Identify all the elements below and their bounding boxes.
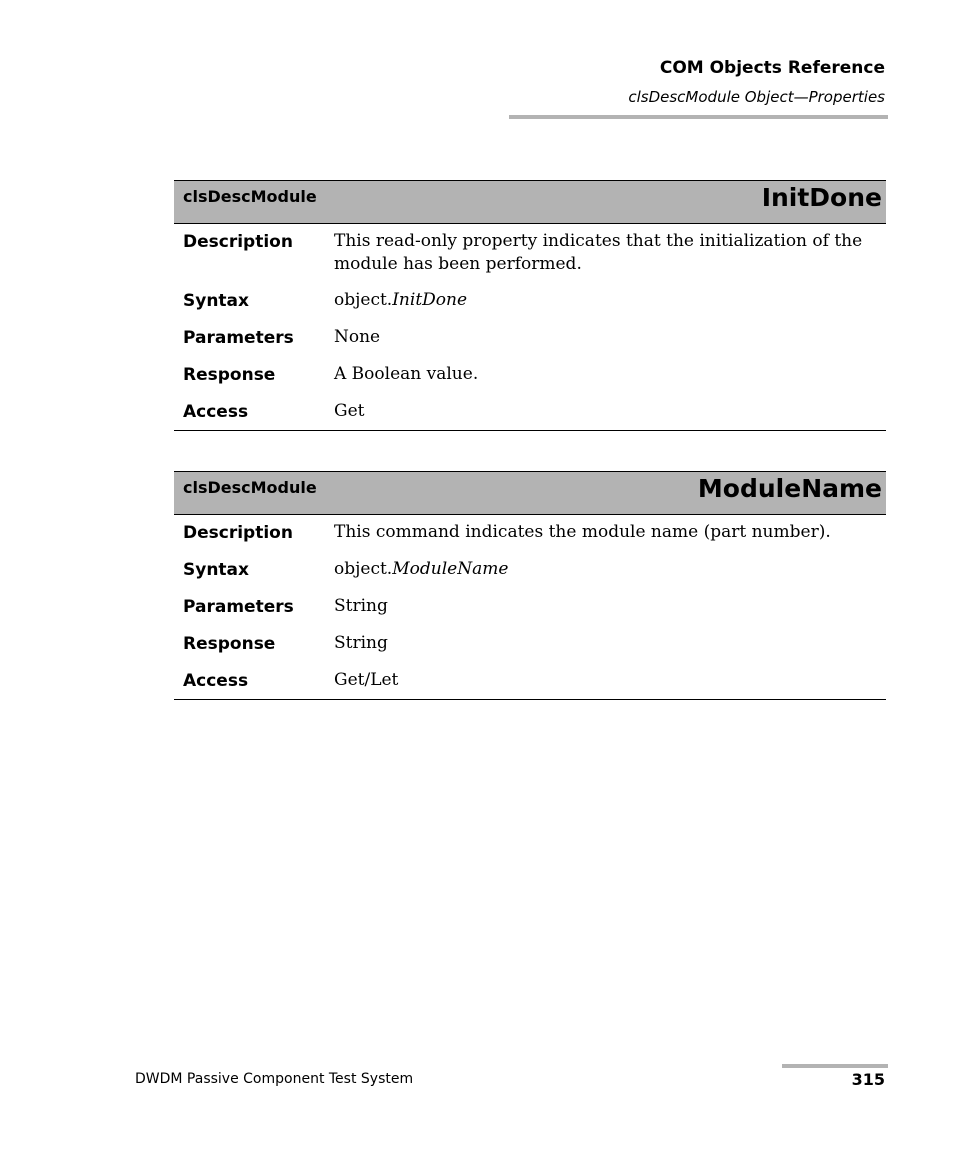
row-value [334, 558, 886, 581]
header-rule [509, 115, 888, 119]
row-value: None [334, 327, 381, 347]
row-value: Get [334, 401, 365, 421]
parameters-row [174, 326, 886, 350]
access-row [174, 669, 886, 693]
footer-rule [782, 1064, 888, 1068]
parameters-row [174, 595, 886, 619]
row-label: Response [183, 634, 276, 654]
row-value: A Boolean value. [334, 364, 479, 384]
object-name: clsDescModule [183, 187, 317, 206]
row-value: Get/Let [334, 670, 399, 690]
running-header-title: COM Objects Reference [659, 58, 885, 78]
row-label: Syntax [183, 560, 249, 580]
property-table-initdone [174, 180, 886, 431]
syntax-prefix: object. [334, 559, 393, 579]
response-row [174, 632, 886, 656]
syntax-row [174, 558, 886, 582]
description-row [174, 521, 886, 545]
syntax-property: ModuleName [392, 559, 509, 579]
running-header-subtitle: clsDescModule Object—Properties [628, 88, 885, 106]
row-value: String [334, 633, 388, 653]
response-row [174, 363, 886, 387]
row-label: Response [183, 365, 276, 385]
row-label: Description [183, 232, 293, 252]
description-row [174, 230, 886, 276]
syntax-prefix: object. [334, 290, 393, 310]
syntax-row [174, 289, 886, 313]
page-number: 315 [851, 1070, 885, 1089]
table-title-bar [174, 471, 886, 515]
syntax-property: InitDone [392, 290, 468, 310]
row-label: Access [183, 671, 249, 691]
row-value: String [334, 596, 388, 616]
object-name: clsDescModule [183, 478, 317, 497]
footer-doc-title: DWDM Passive Component Test System [135, 1071, 414, 1087]
row-value: This command indicates the module name (part number). [334, 522, 831, 542]
row-label: Parameters [183, 328, 294, 348]
row-label: Syntax [183, 291, 249, 311]
property-table-modulename [174, 471, 886, 700]
property-name: ModuleName [697, 474, 882, 503]
table-title-bar [174, 180, 886, 224]
row-label: Description [183, 523, 293, 543]
row-value: This read-only property indicates that the initialization of the module has been performed. [334, 231, 863, 274]
row-label: Access [183, 402, 249, 422]
property-name: InitDone [761, 183, 882, 212]
row-value [334, 289, 886, 312]
row-label: Parameters [183, 597, 294, 617]
access-row [174, 400, 886, 424]
